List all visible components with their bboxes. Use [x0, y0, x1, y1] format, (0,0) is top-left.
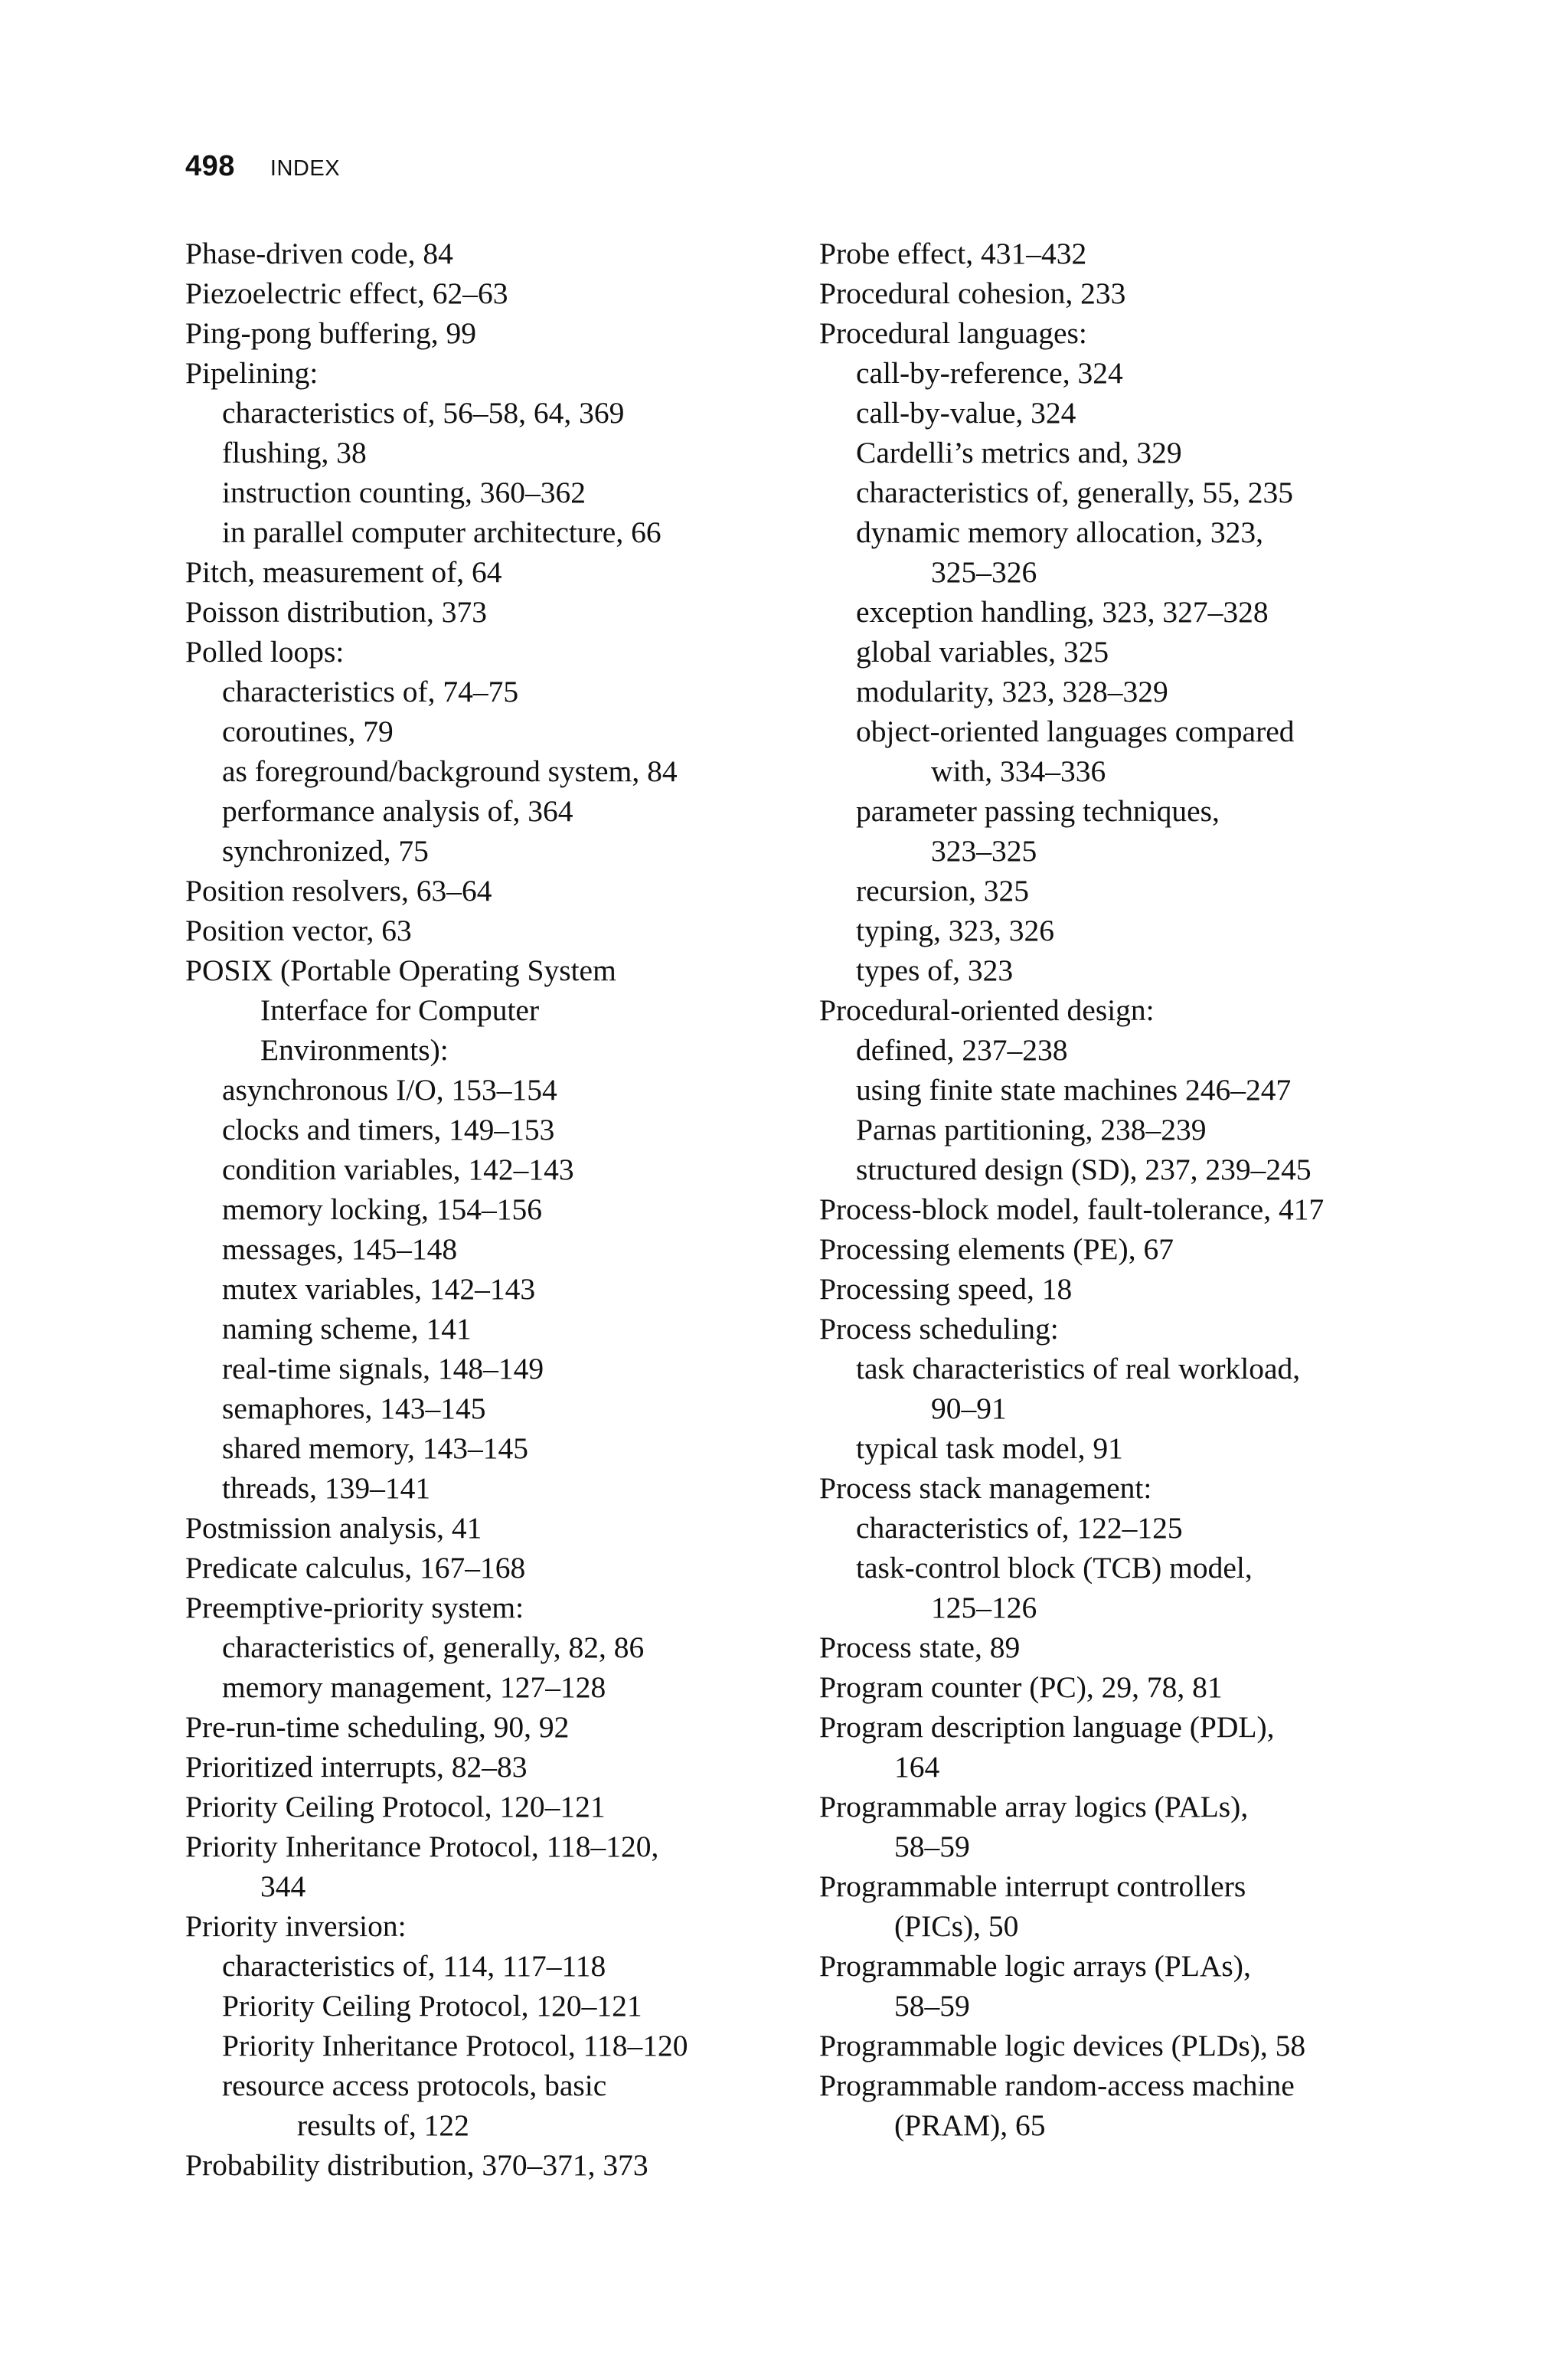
index-entry-text: Position vector, 63: [185, 914, 412, 947]
index-entry-text: as foreground/background system, 84: [222, 754, 678, 788]
index-entry-text: Preemptive-priority system:: [185, 1591, 524, 1624]
index-entry: [185, 2145, 798, 2185]
index-subentry: [185, 1468, 798, 1508]
index-entry-continuation: Interface for Computer: [260, 993, 540, 1027]
index-entry-text: Pitch, measurement of, 64: [185, 555, 502, 589]
index-subentry: [185, 831, 798, 871]
index-entry: [185, 1747, 798, 1787]
index-entry-text: memory management, 127–128: [222, 1670, 606, 1704]
index-entry-text: dynamic memory allocation, 323,: [856, 515, 1264, 549]
index-entry-text: resource access protocols, basic: [222, 2069, 607, 2102]
index-entry-text: semaphores, 143–145: [222, 1392, 486, 1425]
index-entry-continuation: (PICs), 50: [894, 1909, 1019, 1943]
index-entry-text: object-oriented languages compared: [856, 715, 1295, 748]
index-entry-text: characteristics of, 122–125: [856, 1511, 1183, 1545]
index-subentry: [819, 1508, 1478, 1548]
index-entry-text: Process state, 89: [819, 1630, 1021, 1664]
index-entry-continuation: 323–325: [931, 834, 1037, 868]
index-entry-text: call-by-reference, 324: [856, 356, 1123, 390]
index-entry-text: typical task model, 91: [856, 1431, 1123, 1465]
index-subentry: [819, 1548, 1478, 1627]
index-entry-text: Priority Inheritance Protocol, 118–120,: [185, 1830, 659, 1863]
index-entry-text: Parnas partitioning, 238–239: [856, 1113, 1207, 1146]
index-entry-continuation: 125–126: [931, 1591, 1037, 1624]
index-entry-continuation: Environments):: [260, 1033, 449, 1067]
index-entry-text: exception handling, 323, 327–328: [856, 595, 1269, 629]
index-subentry: [185, 1349, 798, 1388]
index-entry-text: Priority Inheritance Protocol, 118–120: [222, 2029, 688, 2062]
index-subentry: [819, 1070, 1478, 1110]
index-subentry: [185, 1388, 798, 1428]
index-entry: [819, 1309, 1478, 1349]
index-subentry: [819, 871, 1478, 911]
index-entry-text: Programmable logic arrays (PLAs),: [819, 1949, 1251, 1983]
index-entry-continuation: 90–91: [931, 1392, 1007, 1425]
index-subentry: [185, 1667, 798, 1707]
index-entry: [819, 990, 1478, 1030]
index-subentry: [819, 433, 1478, 473]
index-entry-text: Process stack management:: [819, 1471, 1152, 1505]
running-head: INDEX: [270, 156, 341, 181]
index-entry-text: task characteristics of real workload,: [856, 1352, 1301, 1385]
index-entry: [185, 1906, 798, 1946]
index-entry-text: Prioritized interrupts, 82–83: [185, 1750, 528, 1784]
index-entry: [819, 273, 1478, 313]
index-entry-text: global variables, 325: [856, 635, 1109, 669]
index-entry: [185, 1827, 798, 1906]
index-entry-text: recursion, 325: [856, 874, 1029, 908]
index-subentry: [185, 1189, 798, 1229]
index-entry-text: clocks and timers, 149–153: [222, 1113, 555, 1146]
index-subentry: [185, 751, 798, 791]
index-entry-continuation: 58–59: [894, 1989, 970, 2023]
index-subentry: [819, 911, 1478, 950]
index-entry-text: Probe effect, 431–432: [819, 237, 1087, 270]
index-entry-text: using finite state machines 246–247: [856, 1073, 1292, 1107]
index-entry: [185, 871, 798, 911]
index-entry-text: Poisson distribution, 373: [185, 595, 487, 629]
index-entry: [185, 1707, 798, 1747]
index-entry: [185, 313, 798, 353]
index-entry-text: types of, 323: [856, 953, 1014, 987]
index-subentry: [185, 1428, 798, 1468]
index-subentry: [819, 393, 1478, 433]
index-subentry: [819, 1428, 1478, 1468]
index-entry: [185, 234, 798, 273]
index-subentry: [819, 512, 1478, 592]
index-subentry: [185, 393, 798, 433]
index-entry-text: coroutines, 79: [222, 715, 394, 748]
index-entry-text: in parallel computer architecture, 66: [222, 515, 662, 549]
index-entry-text: shared memory, 143–145: [222, 1431, 529, 1465]
index-entry-text: memory locking, 154–156: [222, 1192, 542, 1226]
index-entry: [819, 1269, 1478, 1309]
index-entry-text: Procedural-oriented design:: [819, 993, 1155, 1027]
index-entry-continuation: results of, 122: [297, 2108, 469, 2142]
index-subentry: [185, 1309, 798, 1349]
index-subentry: [185, 1150, 798, 1189]
index-entry: [819, 2065, 1478, 2145]
index-subentry: [819, 1349, 1478, 1428]
index-entry-text: Postmission analysis, 41: [185, 1511, 482, 1545]
index-entry-text: characteristics of, 74–75: [222, 675, 519, 708]
index-entry-text: structured design (SD), 237, 239–245: [856, 1153, 1312, 1186]
index-entry-continuation: (PRAM), 65: [894, 2108, 1046, 2142]
index-entry-text: defined, 237–238: [856, 1033, 1068, 1067]
index-entry-text: POSIX (Portable Operating System: [185, 953, 616, 987]
index-subentry: [185, 711, 798, 751]
index-entry-text: Programmable random-access machine: [819, 2069, 1295, 2102]
index-entry-text: real-time signals, 148–149: [222, 1352, 544, 1385]
index-entry: [185, 911, 798, 950]
index-entry-text: Priority inversion:: [185, 1909, 407, 1943]
index-entry-text: Pipelining:: [185, 356, 318, 390]
index-subentry: [185, 1946, 798, 1986]
index-entry-text: Programmable logic devices (PLDs), 58: [819, 2029, 1306, 2062]
index-entry-text: Processing speed, 18: [819, 1272, 1073, 1306]
index-subentry: [819, 592, 1478, 632]
index-subentry: [819, 791, 1478, 871]
index-entry-text: asynchronous I/O, 153–154: [222, 1073, 557, 1107]
index-column-left: [185, 234, 798, 2185]
index-entry: [819, 1787, 1478, 1866]
index-subentry: [185, 1229, 798, 1269]
index-entry-text: messages, 145–148: [222, 1232, 458, 1266]
index-entry-text: Processing elements (PE), 67: [819, 1232, 1174, 1266]
index-entry: [819, 1707, 1478, 1787]
index-entry-text: call-by-value, 324: [856, 396, 1076, 430]
index-entry-text: modularity, 323, 328–329: [856, 675, 1168, 708]
index-subentry: [185, 1627, 798, 1667]
index-entry-text: characteristics of, generally, 55, 235: [856, 476, 1294, 509]
index-subentry: [185, 672, 798, 711]
index-entry: [185, 353, 798, 393]
index-entry: [185, 273, 798, 313]
index-subentry: [819, 711, 1478, 791]
index-entry: [819, 2026, 1478, 2065]
index-subentry: [185, 791, 798, 831]
index-entry: [819, 1189, 1478, 1229]
index-entry-text: Programmable array logics (PALs),: [819, 1790, 1249, 1823]
index-subentry: [185, 1269, 798, 1309]
index-entry-text: condition variables, 142–143: [222, 1153, 574, 1186]
index-entry: [819, 313, 1478, 353]
index-subentry: [185, 433, 798, 473]
index-entry-text: Programmable interrupt controllers: [819, 1869, 1246, 1903]
index-subentry: [819, 1030, 1478, 1070]
page-header: [185, 150, 340, 196]
index-entry: [819, 1627, 1478, 1667]
index-entry-text: naming scheme, 141: [222, 1312, 472, 1346]
index-column-right: [819, 234, 1478, 2145]
index-entry-text: Process scheduling:: [819, 1312, 1059, 1346]
index-entry-text: Ping-pong buffering, 99: [185, 316, 476, 350]
index-subentry: [185, 1070, 798, 1110]
index-entry-text: Polled loops:: [185, 635, 345, 669]
index-entry-continuation: 344: [260, 1869, 306, 1903]
index-entry: [819, 1468, 1478, 1508]
index-entry-text: Priority Ceiling Protocol, 120–121: [222, 1989, 642, 2023]
index-subentry: [185, 2026, 798, 2065]
index-entry-text: Priority Ceiling Protocol, 120–121: [185, 1790, 606, 1823]
index-entry-text: characteristics of, 114, 117–118: [222, 1949, 606, 1983]
index-entry-text: Predicate calculus, 167–168: [185, 1551, 526, 1585]
index-entry-text: task-control block (TCB) model,: [856, 1551, 1253, 1585]
index-subentry: [819, 473, 1478, 512]
index-entry: [185, 592, 798, 632]
index-entry-text: Probability distribution, 370–371, 373: [185, 2148, 648, 2182]
index-entry-continuation: 325–326: [931, 555, 1037, 589]
index-entry: [819, 1229, 1478, 1269]
index-entry: [185, 1508, 798, 1548]
index-entry-text: flushing, 38: [222, 436, 367, 469]
index-entry-text: Phase-driven code, 84: [185, 237, 453, 270]
index-entry-text: Procedural languages:: [819, 316, 1087, 350]
index-entry-text: synchronized, 75: [222, 834, 429, 868]
index-entry-text: Program description language (PDL),: [819, 1710, 1275, 1744]
index-entry-text: Pre-run-time scheduling, 90, 92: [185, 1710, 570, 1744]
index-subentry: [819, 1110, 1478, 1150]
index-entry-text: Process-block model, fault-tolerance, 417: [819, 1192, 1325, 1226]
index-entry-text: Position resolvers, 63–64: [185, 874, 492, 908]
index-subentry: [819, 632, 1478, 672]
index-entry: [819, 234, 1478, 273]
index-entry-text: Cardelli’s metrics and, 329: [856, 436, 1182, 469]
index-entry-continuation: 164: [894, 1750, 940, 1784]
index-entry-text: characteristics of, 56–58, 64, 369: [222, 396, 625, 430]
index-entry-text: Piezoelectric effect, 62–63: [185, 276, 508, 310]
index-subentry: [185, 2065, 798, 2145]
index-subentry: [819, 1150, 1478, 1189]
index-subentry: [819, 353, 1478, 393]
index-entry-continuation: 58–59: [894, 1830, 970, 1863]
index-subentry: [819, 672, 1478, 711]
page-number: 498: [185, 150, 235, 182]
index-entry-text: instruction counting, 360–362: [222, 476, 586, 509]
index-entry: [185, 1588, 798, 1627]
index-entry: [185, 950, 798, 1070]
index-entry-text: Program counter (PC), 29, 78, 81: [819, 1670, 1223, 1704]
index-entry-text: typing, 323, 326: [856, 914, 1054, 947]
index-entry: [185, 552, 798, 592]
index-entry-text: threads, 139–141: [222, 1471, 431, 1505]
index-entry-text: Procedural cohesion, 233: [819, 276, 1126, 310]
index-subentry: [185, 512, 798, 552]
index-entry: [185, 1787, 798, 1827]
index-entry: [819, 1866, 1478, 1946]
index-entry: [185, 1548, 798, 1588]
index-subentry: [185, 1986, 798, 2026]
index-entry: [819, 1946, 1478, 2026]
index-subentry: [819, 950, 1478, 990]
index-entry-text: mutex variables, 142–143: [222, 1272, 536, 1306]
index-subentry: [185, 473, 798, 512]
index-entry: [819, 1667, 1478, 1707]
index-subentry: [185, 1110, 798, 1150]
index-entry-text: characteristics of, generally, 82, 86: [222, 1630, 645, 1664]
index-entry-text: performance analysis of, 364: [222, 794, 573, 828]
index-entry-text: parameter passing techniques,: [856, 794, 1220, 828]
index-entry: [185, 632, 798, 672]
index-entry-continuation: with, 334–336: [931, 754, 1106, 788]
